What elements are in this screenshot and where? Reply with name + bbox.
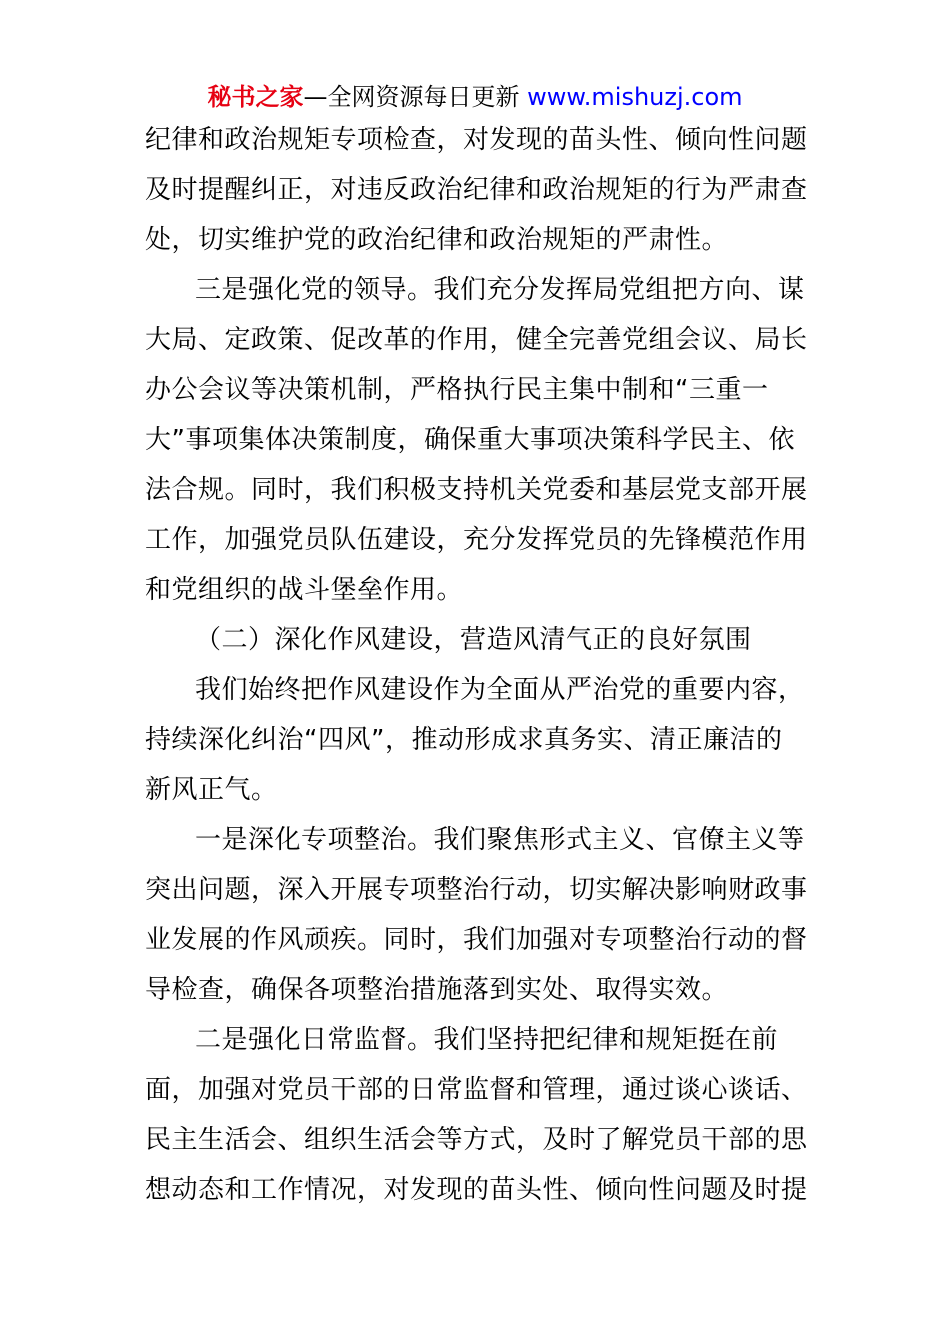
text-line: 新风正气。 [145, 775, 278, 805]
section-heading: （二）深化作风建设，营造风清气正的良好氛围 [195, 625, 752, 655]
text-line: 处，切实维护党的政治纪律和政治规矩的严肃性。 [145, 225, 729, 255]
page-header [0, 80, 950, 114]
text-line: 民主生活会、组织生活会等方式，及时了解党员干部的思 [145, 1125, 808, 1155]
text-line: 大局、定政策、促改革的作用，健全完善党组会议、局长 [145, 325, 808, 355]
text-line: 导检查，确保各项整治措施落到实处、取得实效。 [145, 975, 729, 1005]
text-line: 法合规。同时，我们积极支持机关党委和基层党支部开展 [145, 475, 808, 505]
text-line: 大”事项集体决策制度，确保重大事项决策科学民主、依 [145, 425, 795, 455]
text-line: 及时提醒纠正，对违反政治纪律和政治规矩的行为严肃查 [145, 175, 808, 205]
text-line: 二是强化日常监督。我们坚持把纪律和规矩挺在前 [195, 1025, 779, 1055]
text-line: 想动态和工作情况，对发现的苗头性、倾向性问题及时提 [145, 1175, 808, 1205]
text-line: 业发展的作风顽疾。同时，我们加强对专项整治行动的督 [145, 925, 808, 955]
text-line: 一是深化专项整治。我们聚焦形式主义、官僚主义等 [195, 825, 805, 855]
header-tagline: —全网资源每日更新 [303, 83, 520, 111]
header-brand: 秘书之家 [207, 83, 304, 111]
text-line: 三是强化党的领导。我们充分发挥局党组把方向、谋 [195, 275, 805, 305]
text-line: 办公会议等决策机制，严格执行民主集中制和“三重一 [145, 375, 769, 405]
header-url: www.mishuzj.com [527, 83, 743, 111]
text-line: 突出问题，深入开展专项整治行动，切实解决影响财政事 [145, 875, 808, 905]
text-line: 持续深化纠治“四风”，推动形成求真务实、清正廉洁的 [145, 725, 783, 755]
text-line: 面，加强对党员干部的日常监督和管理，通过谈心谈话、 [145, 1075, 808, 1105]
text-line: 和党组织的战斗堡垒作用。 [145, 575, 464, 605]
text-line: 纪律和政治规矩专项检查，对发现的苗头性、倾向性问题 [145, 125, 808, 155]
text-line: 工作，加强党员队伍建设，充分发挥党员的先锋模范作用 [145, 525, 808, 555]
text-line: 我们始终把作风建设作为全面从严治党的重要内容， [195, 675, 805, 705]
